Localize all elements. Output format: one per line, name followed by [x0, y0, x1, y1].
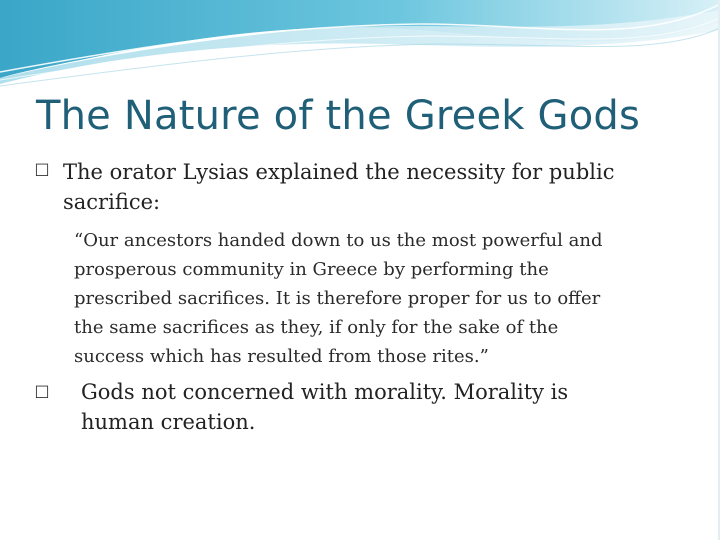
- slide-title: The Nature of the Greek Gods: [36, 93, 641, 139]
- quote-line: prescribed sacrifices. It is therefore proper for us to offer: [74, 288, 601, 309]
- lysias-quote: [74, 226, 694, 371]
- quote-line: the same sacrifices as they, if only for the sake of the: [74, 317, 559, 338]
- bullet-item-morality: [33, 377, 693, 437]
- bullet-text-line: sacrifice:: [63, 190, 161, 214]
- bullet-item-lysias: [33, 157, 693, 217]
- bullet-text-line: Gods not concerned with morality. Morality is: [81, 380, 569, 404]
- square-bullet-icon: □: [34, 159, 50, 178]
- quote-line: success which has resulted from those rites.”: [74, 346, 489, 367]
- quote-line: prosperous community in Greece by performing the: [74, 259, 549, 280]
- bullet-text-line: The orator Lysias explained the necessity for public: [63, 160, 615, 184]
- bullet-text: [81, 377, 693, 437]
- square-bullet-icon: □: [34, 381, 50, 400]
- bullet-text-line: human creation.: [81, 410, 256, 434]
- quote-line: “Our ancestors handed down to us the most powerful and: [74, 230, 603, 251]
- bullet-text: [63, 157, 693, 217]
